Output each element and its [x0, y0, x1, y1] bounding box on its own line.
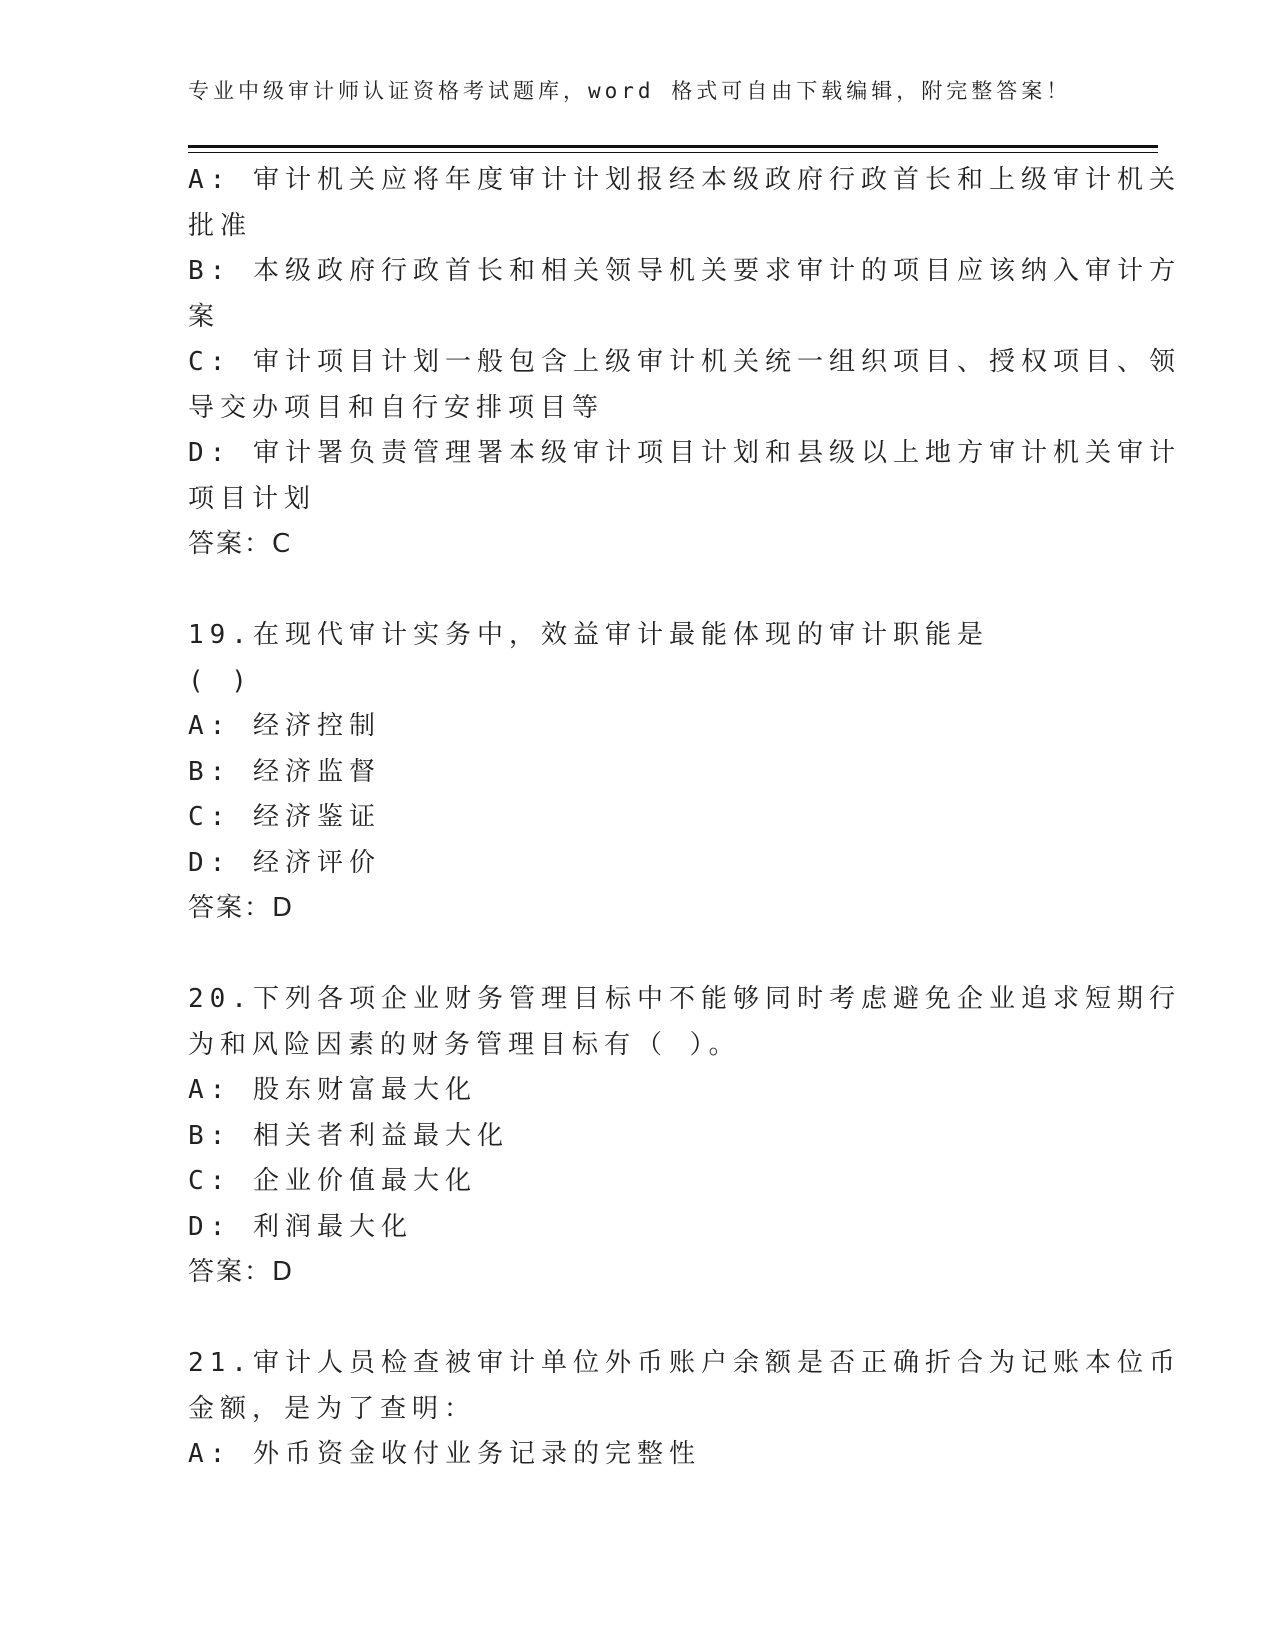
- q19-stem-line1: 19.在现代审计实务中，效益审计最能体现的审计职能是: [188, 620, 989, 650]
- header-rule-thick: [188, 145, 1158, 148]
- q21-stem-line1: 21.审计人员检查被审计单位外币账户余额是否正确折合为记账本位币: [188, 1348, 1181, 1378]
- q18-option-a-line2: 批准: [188, 210, 253, 241]
- q18-option-d-line1: D: 审计署负责管理署本级审计项目计划和县级以上地方审计机关审计: [188, 438, 1181, 468]
- q18-option-c-line1: C: 审计项目计划一般包含上级审计机关统一组织项目、授权项目、领: [188, 347, 1181, 377]
- q21-stem-line2: 金额，是为了查明：: [188, 1393, 477, 1424]
- q21-option-a: A: 外币资金收付业务记录的完整性: [188, 1439, 701, 1469]
- q18-option-b-line1: B: 本级政府行政首长和相关领导机关要求审计的项目应该纳入审计方: [188, 256, 1181, 286]
- spacer: [188, 1296, 1068, 1342]
- spacer: [188, 568, 1068, 614]
- q18-option-c-line2: 导交办项目和自行安排项目等: [188, 392, 605, 423]
- q19-option-a: A: 经济控制: [188, 711, 381, 741]
- q18-option-a-line1: A: 审计机关应将年度审计计划报经本级政府行政首长和上级审计机关: [188, 165, 1181, 195]
- spacer: [188, 932, 1068, 978]
- q19-option-c: C: 经济鉴证: [188, 802, 381, 832]
- header-rule-thin: [188, 152, 1158, 153]
- question-content: [188, 158, 1181, 1478]
- q20-answer: 答案：D: [188, 1257, 295, 1287]
- q18-option-d-line2: 项目计划: [188, 483, 317, 514]
- q19-answer: 答案：D: [188, 893, 295, 923]
- q20-option-b: B: 相关者利益最大化: [188, 1120, 509, 1151]
- q20-option-a: A: 股东财富最大化: [188, 1075, 477, 1105]
- page-header: 专业中级审计师认证资格考试题库，word 格式可自由下载编辑，附完整答案！: [188, 79, 1072, 103]
- q20-option-d: D: 利润最大化: [188, 1211, 413, 1242]
- q19-option-d: D: 经济评价: [188, 847, 381, 878]
- q20-stem-line1: 20.下列各项企业财务管理目标中不能够同时考虑避免企业追求短期行: [188, 984, 1181, 1014]
- q19-option-b: B: 经济监督: [188, 756, 381, 787]
- q20-option-c: C: 企业价值最大化: [188, 1166, 477, 1196]
- q19-stem-line2: ( ): [188, 665, 253, 696]
- q18-option-b-line2: 案: [188, 301, 221, 332]
- q18-answer: 答案：C: [188, 529, 293, 559]
- q20-stem-line2: 为和风险因素的财务管理目标有（ ）。: [188, 1029, 741, 1060]
